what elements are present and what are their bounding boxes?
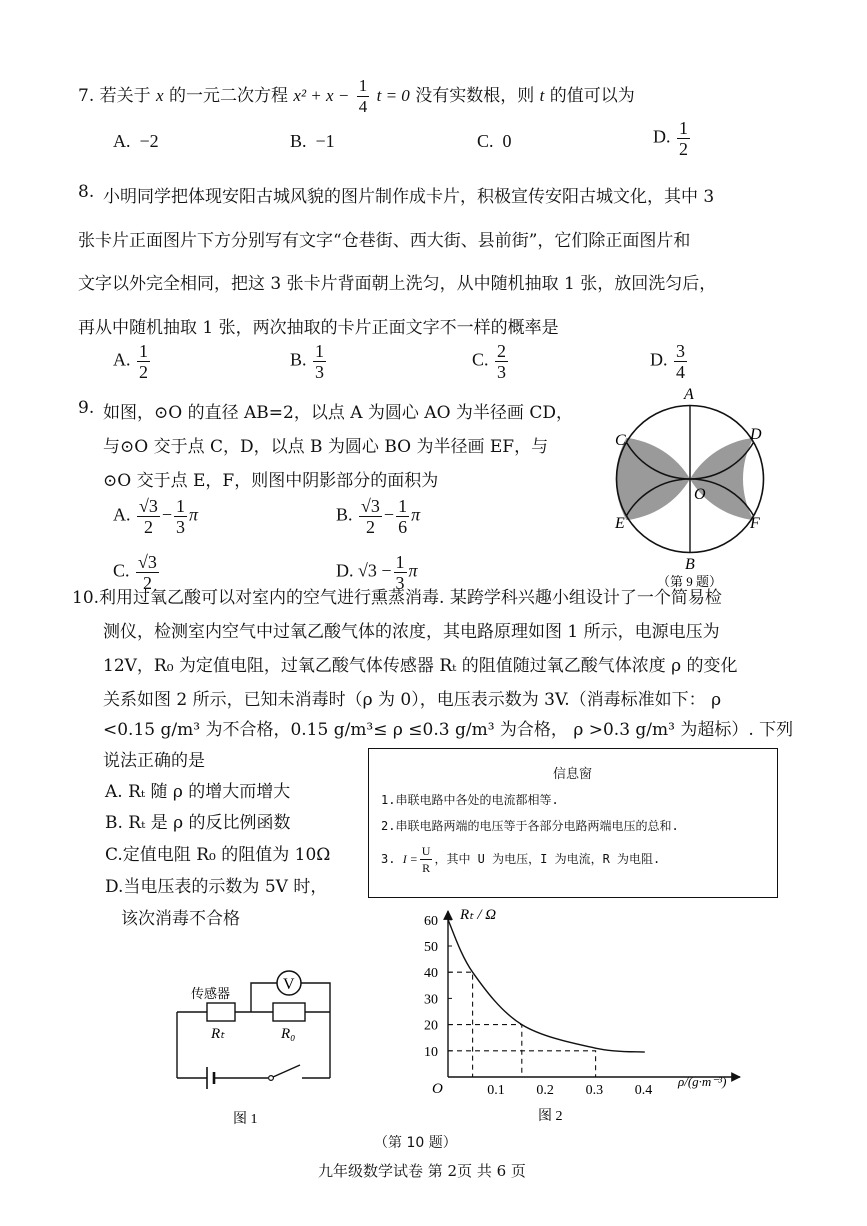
q7-equation-right: t = 0 xyxy=(376,86,410,105)
q9-option-b[interactable]: B. $\frac{√3}{2}$ − $\frac{1}{6}$ π xyxy=(336,496,421,537)
info-box-item-3: 3. I = $\frac{U}{R}$ ，其中 U 为电压，I 为电流，R 为电阻. xyxy=(381,844,661,875)
q8-option-b[interactable]: B. $\frac{1}{3}$ xyxy=(290,341,325,382)
chart-x-tick-label: 0.1 xyxy=(487,1083,505,1098)
q8-option-a[interactable]: A. $\frac{1}{2}$ xyxy=(113,341,148,382)
q10-caption: （第 10 题） xyxy=(374,1135,457,1151)
rt-label: Rₜ xyxy=(211,1026,225,1042)
chart-ylabel: Rₜ / Ω xyxy=(460,907,497,923)
q7-fraction: $\frac{1}{4}$ xyxy=(358,76,368,116)
switch-contact-icon xyxy=(269,1076,274,1081)
q7-option-a[interactable]: A. −2 xyxy=(113,131,159,151)
q9-label-f: F xyxy=(750,515,760,532)
q9-option-c[interactable]: C. $\frac{√3}{2}$ xyxy=(113,552,157,593)
q10-number: 10. xyxy=(72,588,100,608)
q7-option-c[interactable]: C. 0 xyxy=(477,131,512,151)
q10-line-3: 12V，R₀ 为定值电阻，过氧乙酸气体传感器 Rₜ 的阻值随过氧乙酸气体浓度 ρ 的变化 xyxy=(103,656,738,676)
q8-number: 8. xyxy=(78,182,95,202)
q7-option-d[interactable]: D. $\frac{1}{2}$ xyxy=(653,118,688,159)
r0-label: R₀ xyxy=(281,1026,296,1042)
q10-option-d-cont: 该次消毒不合格 xyxy=(121,909,240,929)
q10-option-d[interactable]: D.当电压表的示数为 5V 时， xyxy=(105,877,328,897)
info-box-item-2: 2.串联电路两端的电压等于各部分电路两端电压的总和. xyxy=(381,819,679,833)
q8-line-2: 张卡片正面图片下方分别写有文字“仓巷街、西大街、县前街”，它们除正面图片和 xyxy=(78,231,691,251)
q9-label-a: A xyxy=(684,386,694,403)
q7-stem: 7. 若关于 x 的一元二次方程 x² + x − $\frac{1}{4}$ t = 0 没有实数根，则 t 的值可以为 xyxy=(78,76,635,116)
q9-line-2: 与⊙O 交于点 C，D，以点 B 为圆心 BO 为半径画 EF，与 xyxy=(103,437,549,457)
q9-caption: （第 9 题） xyxy=(657,574,723,589)
q10-line-1: 10.利用过氧乙酸可以对室内的空气进行熏蒸消毒. 某跨学科兴趣小组设计了一个简易检 xyxy=(72,588,722,608)
voltmeter-label: V xyxy=(283,976,295,993)
q9-label-e: E xyxy=(615,515,625,532)
chart-y-tick-label: 30 xyxy=(424,992,438,1008)
q10-line-2: 测仪，检测室内空气中过氧乙酸气体的浓度，其电路原理如图 1 所示，电源电压为 xyxy=(103,622,720,642)
q8-line-3: 文字以外完全相同，把这 3 张卡片背面朝上洗匀，从中随机抽取 1 张，放回洗匀后， xyxy=(78,274,717,294)
q9-label-d: D xyxy=(750,426,762,443)
chart-y-tick-label: 40 xyxy=(424,966,438,982)
fixed-resistor-r0 xyxy=(273,1003,305,1021)
q9-option-d[interactable]: D. √3 − $\frac{1}{3}$ π xyxy=(336,552,418,593)
q9-label-c: C xyxy=(615,432,626,449)
q8-line-1: 小明同学把体现安阳古城风貌的图片制作成卡片，积极宣传安阳古城文化，其中 3 xyxy=(103,187,715,207)
sensor-label: 传感器 xyxy=(191,986,231,1001)
chart-x-tick-label: 0.3 xyxy=(585,1083,604,1098)
chart-series-line xyxy=(448,920,645,1052)
chart-y-tick-label: 10 xyxy=(424,1044,438,1060)
chart-xlabel: ρ/(g·m⁻³) xyxy=(678,1074,727,1089)
q7-equation-left: x² + x − xyxy=(293,86,350,105)
q9-circle-figure xyxy=(605,385,785,590)
q10-chart-figure xyxy=(420,905,760,1130)
q10-option-a[interactable]: A. Rₜ 随 ρ 的增大而增大 xyxy=(105,782,291,802)
q10-circuit-figure xyxy=(165,960,345,1130)
info-box-title: 信息窗 xyxy=(553,767,593,782)
q8-line-4: 再从中随机抽取 1 张，两次抽取的卡片正面文字不一样的概率是 xyxy=(78,318,559,338)
q9-line-1: 如图，⊙O 的直径 AB=2，以点 A 为圆心 AO 为半径画 CD， xyxy=(103,403,573,423)
q10-line-4: 关系如图 2 所示，已知未消毒时（ρ 为 0），电压表示数为 3V.（消毒标准如下： ρ xyxy=(103,690,722,710)
info-box-item-1: 1.串联电路中各处的电流都相等. xyxy=(381,793,559,807)
q10-line-6: 说法正确的是 xyxy=(103,751,205,771)
chart-x-tick-label: 0.2 xyxy=(536,1083,554,1098)
q7-number: 7. xyxy=(78,86,95,106)
chart-y-tick-label: 20 xyxy=(424,1018,438,1034)
q9-label-b: B xyxy=(685,556,695,573)
q10-option-c[interactable]: C.定值电阻 R₀ 的阻值为 10Ω xyxy=(105,845,331,865)
chart-origin: O xyxy=(432,1081,443,1097)
q7-option-b[interactable]: B. −1 xyxy=(290,131,335,151)
sensor-resistor-rt xyxy=(207,1003,235,1021)
info-box xyxy=(368,748,778,898)
q10-line-5: <0.15 g/m³ 为不合格，0.15 g/m³≤ ρ ≤0.3 g/m³ 为合格， ρ >0.3 g/m³ 为超标）. 下列 xyxy=(103,720,794,740)
fig2-caption: 图 2 xyxy=(538,1109,563,1124)
q8-option-c[interactable]: C. $\frac{2}{3}$ xyxy=(472,341,507,382)
chart-x-tick-label: 0.4 xyxy=(634,1083,653,1098)
q8-option-d[interactable]: D. $\frac{3}{4}$ xyxy=(650,341,685,382)
q9-line-3: ⊙O 交于点 E，F，则图中阴影部分的面积为 xyxy=(103,471,439,491)
q9-number: 9. xyxy=(78,398,95,418)
q9-shaded-left xyxy=(616,438,690,520)
page-footer: 九年级数学试卷 第 2页 共 6 页 xyxy=(318,1162,526,1180)
q9-option-a[interactable]: A. $\frac{√3}{2}$ − $\frac{1}{3}$ π xyxy=(113,496,199,537)
fig1-caption: 图 1 xyxy=(233,1112,258,1127)
switch-lever-icon xyxy=(273,1065,300,1077)
chart-y-tick-label: 60 xyxy=(424,913,438,929)
q9-label-o: O xyxy=(694,486,706,503)
q10-option-b[interactable]: B. Rₜ 是 ρ 的反比例函数 xyxy=(105,813,291,833)
chart-y-tick-label: 50 xyxy=(424,940,438,955)
